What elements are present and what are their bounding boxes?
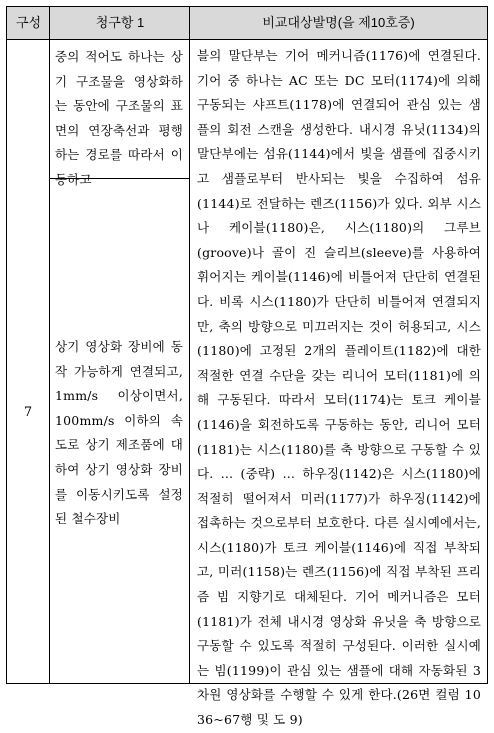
comparison-text: 블의 말단부는 기어 메커니즘(1176)에 연결된다. 기어 중 하나는 AC 또는 DC 모터(1174)에 의해 구동되는 샤프트(1178)에 연결되어 관심 있는 샘플의 회전 스캔을 생성한다. 내시경 유닛(1134)의 말단부에는 섬유(1144)에서 빛을 샘플에 집중시키고 샘플로부터 반사되는 빛을 수집하여 섬유(1144)로 전달하는 렌즈(1156)가 있다. 외부 시스나 케이블(1180)은, 시스(1180)의 그루브(groove)나 골이 진 슬리브(sleeve)를 사용하여 휘어지는 케이블(1146)에 비틀어져 단단히 연결된다. 비록 시스(1180)가 단단히 비틀어져 연결되지만, 축의 방향으로 미끄러지는 것이 허용되고, 시스(1180)에 고정된 2개의 플레이트(1182)에 대한 적절한 연결 수단을 갖는 리니어 모터(1181)에 의해 구동된다. 따라서 모터(1174)는 토크 케이블(1146)을 회전하도록 구동하는 동안, 리니어 모터(1181)는 시스(1180)를 축 방향으로 구동할 수 있다. … (중략) … 하우징(1142)은 시스(1180)에 적절히 떨어져서 미러(1177)가 하우징(1142)에 접촉하는 것으로부터 보호한다. 다른 실시예에서는, 시스(1180)가 토크 케이블(1146)에 직접 부착되고, 미러(1158)는 렌즈(1156)에 직접 부착된 프리즘 빔 지향기로 대체된다. 기어 메커니즘은 모터(1181)가 전체 내시경 영상화 유닛을 축 방향으로 구동할 수 있도록 적절히 구성된다. 이러한 실시예는 빔(1199)이 관심 있는 샘플에 대해 자동화된 3차원 영상화를 수행할 수 있게 한다.(26면 컬럼 10 36~67행 및 도 9) (197, 48, 481, 728)
column-divider (189, 7, 190, 683)
claim-text-retraction-device: 상기 영상화 장비에 동작 가능하게 연결되고, 1mm/s 이상이면서, 100mm/s 이하의 속도로 상기 제조품에 대하여 상기 영상화 장비를 이동시키도록 설정된 철수장비 (55, 339, 183, 527)
row-number: 7 (23, 405, 33, 420)
claim-text-continued: 중의 적어도 하나는 상기 구조물을 영상화하는 동안에 구조물의 표면의 연장축선과 평행하는 경로를 따라서 이동하고 (55, 49, 183, 187)
column-divider (49, 7, 50, 683)
header-claim: 청구항 1 (95, 15, 145, 30)
header-comparison: 비교대상발명(을 제10호증) (262, 15, 415, 30)
header-component: 구성 (15, 15, 42, 30)
claim-comparison-table (6, 6, 488, 728)
table-header-row (7, 7, 487, 40)
